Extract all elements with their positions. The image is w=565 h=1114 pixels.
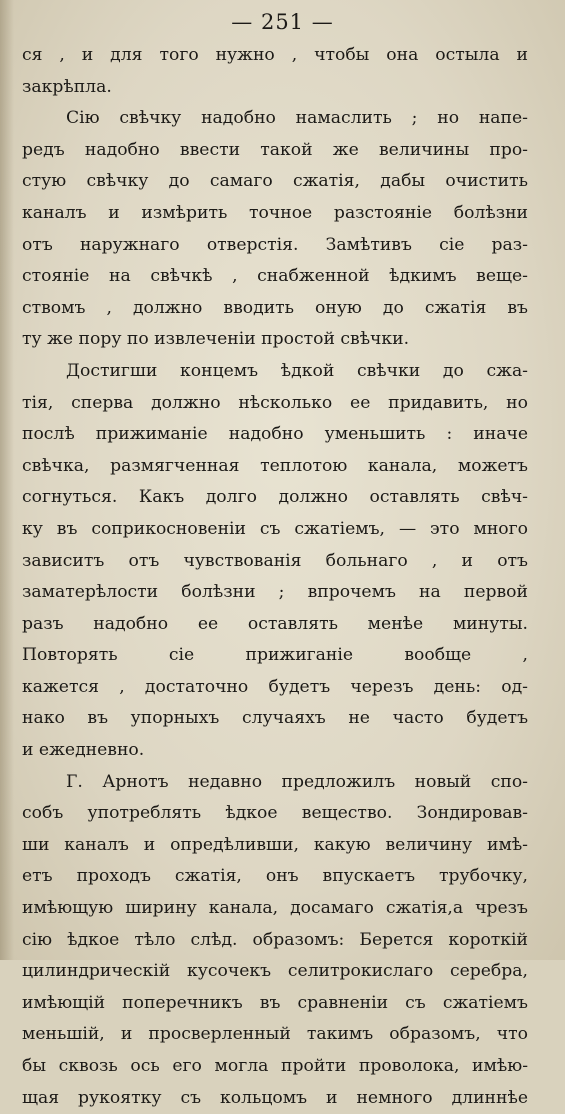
text-line: отъ наружнаго отверстія. Замѣтивъ сіе раз-: [22, 234, 528, 255]
text-line: цилиндрическій кусочекъ селитрокислаго серебра,: [22, 961, 528, 982]
text-line: редъ надобно ввести такой же величины про-: [22, 139, 528, 160]
text-line: и ежедневно.: [22, 740, 145, 761]
text-line: ту же пору по извлеченіи простой свѣчки.: [22, 329, 410, 350]
text-line: закрѣпла.: [22, 76, 112, 97]
text-line: заматерѣлости болѣзни ; впрочемъ на первой: [22, 582, 528, 603]
page-number: — 251 —: [231, 10, 334, 34]
text-line: зависитъ отъ чувствованія больнаго , и отъ: [22, 550, 528, 571]
text-line: имѣющій поперечникъ въ сравненіи съ сжатіемъ: [22, 992, 528, 1013]
body-text: [22, 40, 528, 1114]
text-line: нако въ упорныхъ случаяхъ не часто будетъ: [22, 708, 528, 729]
text-line: ши каналъ и опредѣливши, какую величину имѣ-: [22, 834, 528, 855]
text-line: щая рукоятку съ кольцомъ и немного длиннѣе: [22, 1087, 528, 1108]
text-line: кажется , достаточно будетъ черезъ день: од-: [22, 676, 528, 697]
text-line: согнуться. Какъ долго должно оставлять свѣч-: [22, 487, 528, 508]
text-line: стояніе на свѣчкѣ , снабженной ѣдкимъ веще-: [22, 266, 528, 287]
text-line: Повторять сіе прижиганіе вообще ,: [22, 645, 528, 666]
text-line: имѣющую ширину канала, досамаго сжатія,а чрезъ: [22, 898, 528, 919]
text-line: послѣ прижиманіе надобно уменьшить : иначе: [22, 424, 528, 445]
paragraph-start-line: Сію свѣчку надобно намаслить ; но напе-: [66, 108, 528, 129]
text-line: свѣчка, размягченная теплотою канала, можетъ: [22, 455, 528, 476]
text-line: стую свѣчку до самаго сжатія, дабы очистить: [22, 171, 528, 192]
page-gutter-shadow: [0, 0, 14, 960]
text-line: собъ употреблять ѣдкое вещество. Зондировав-: [22, 803, 528, 824]
text-line: тія, сперва должно нѣсколько ее придавить, но: [22, 392, 528, 413]
paragraph-start-line: Достигши концемъ ѣдкой свѣчки до сжа-: [66, 360, 528, 381]
text-line: меньшій, и просверленный такимъ образомъ, что: [22, 1024, 528, 1045]
text-line: сію ѣдкое тѣло слѣд. образомъ: Берется короткій: [22, 929, 528, 950]
text-line: ствомъ , должно вводить оную до сжатія въ: [22, 297, 528, 318]
text-line: ся , и для того нужно , чтобы она остыла и: [22, 45, 528, 65]
text-line: разъ надобно ее оставлять менѣе минуты.: [22, 613, 528, 634]
text-line: бы сквозь ось его могла пройти проволока, имѣю-: [22, 1056, 528, 1076]
paragraph-start-line: Г. Арнотъ недавно предложилъ новый спо-: [66, 771, 528, 792]
text-line: етъ проходъ сжатія, онъ впускаетъ трубочку,: [22, 866, 528, 887]
text-line: ку въ соприкосновеніи съ сжатіемъ, — это много: [22, 518, 528, 539]
text-line: каналъ и измѣрить точное разстояніе болѣзни: [22, 202, 528, 223]
